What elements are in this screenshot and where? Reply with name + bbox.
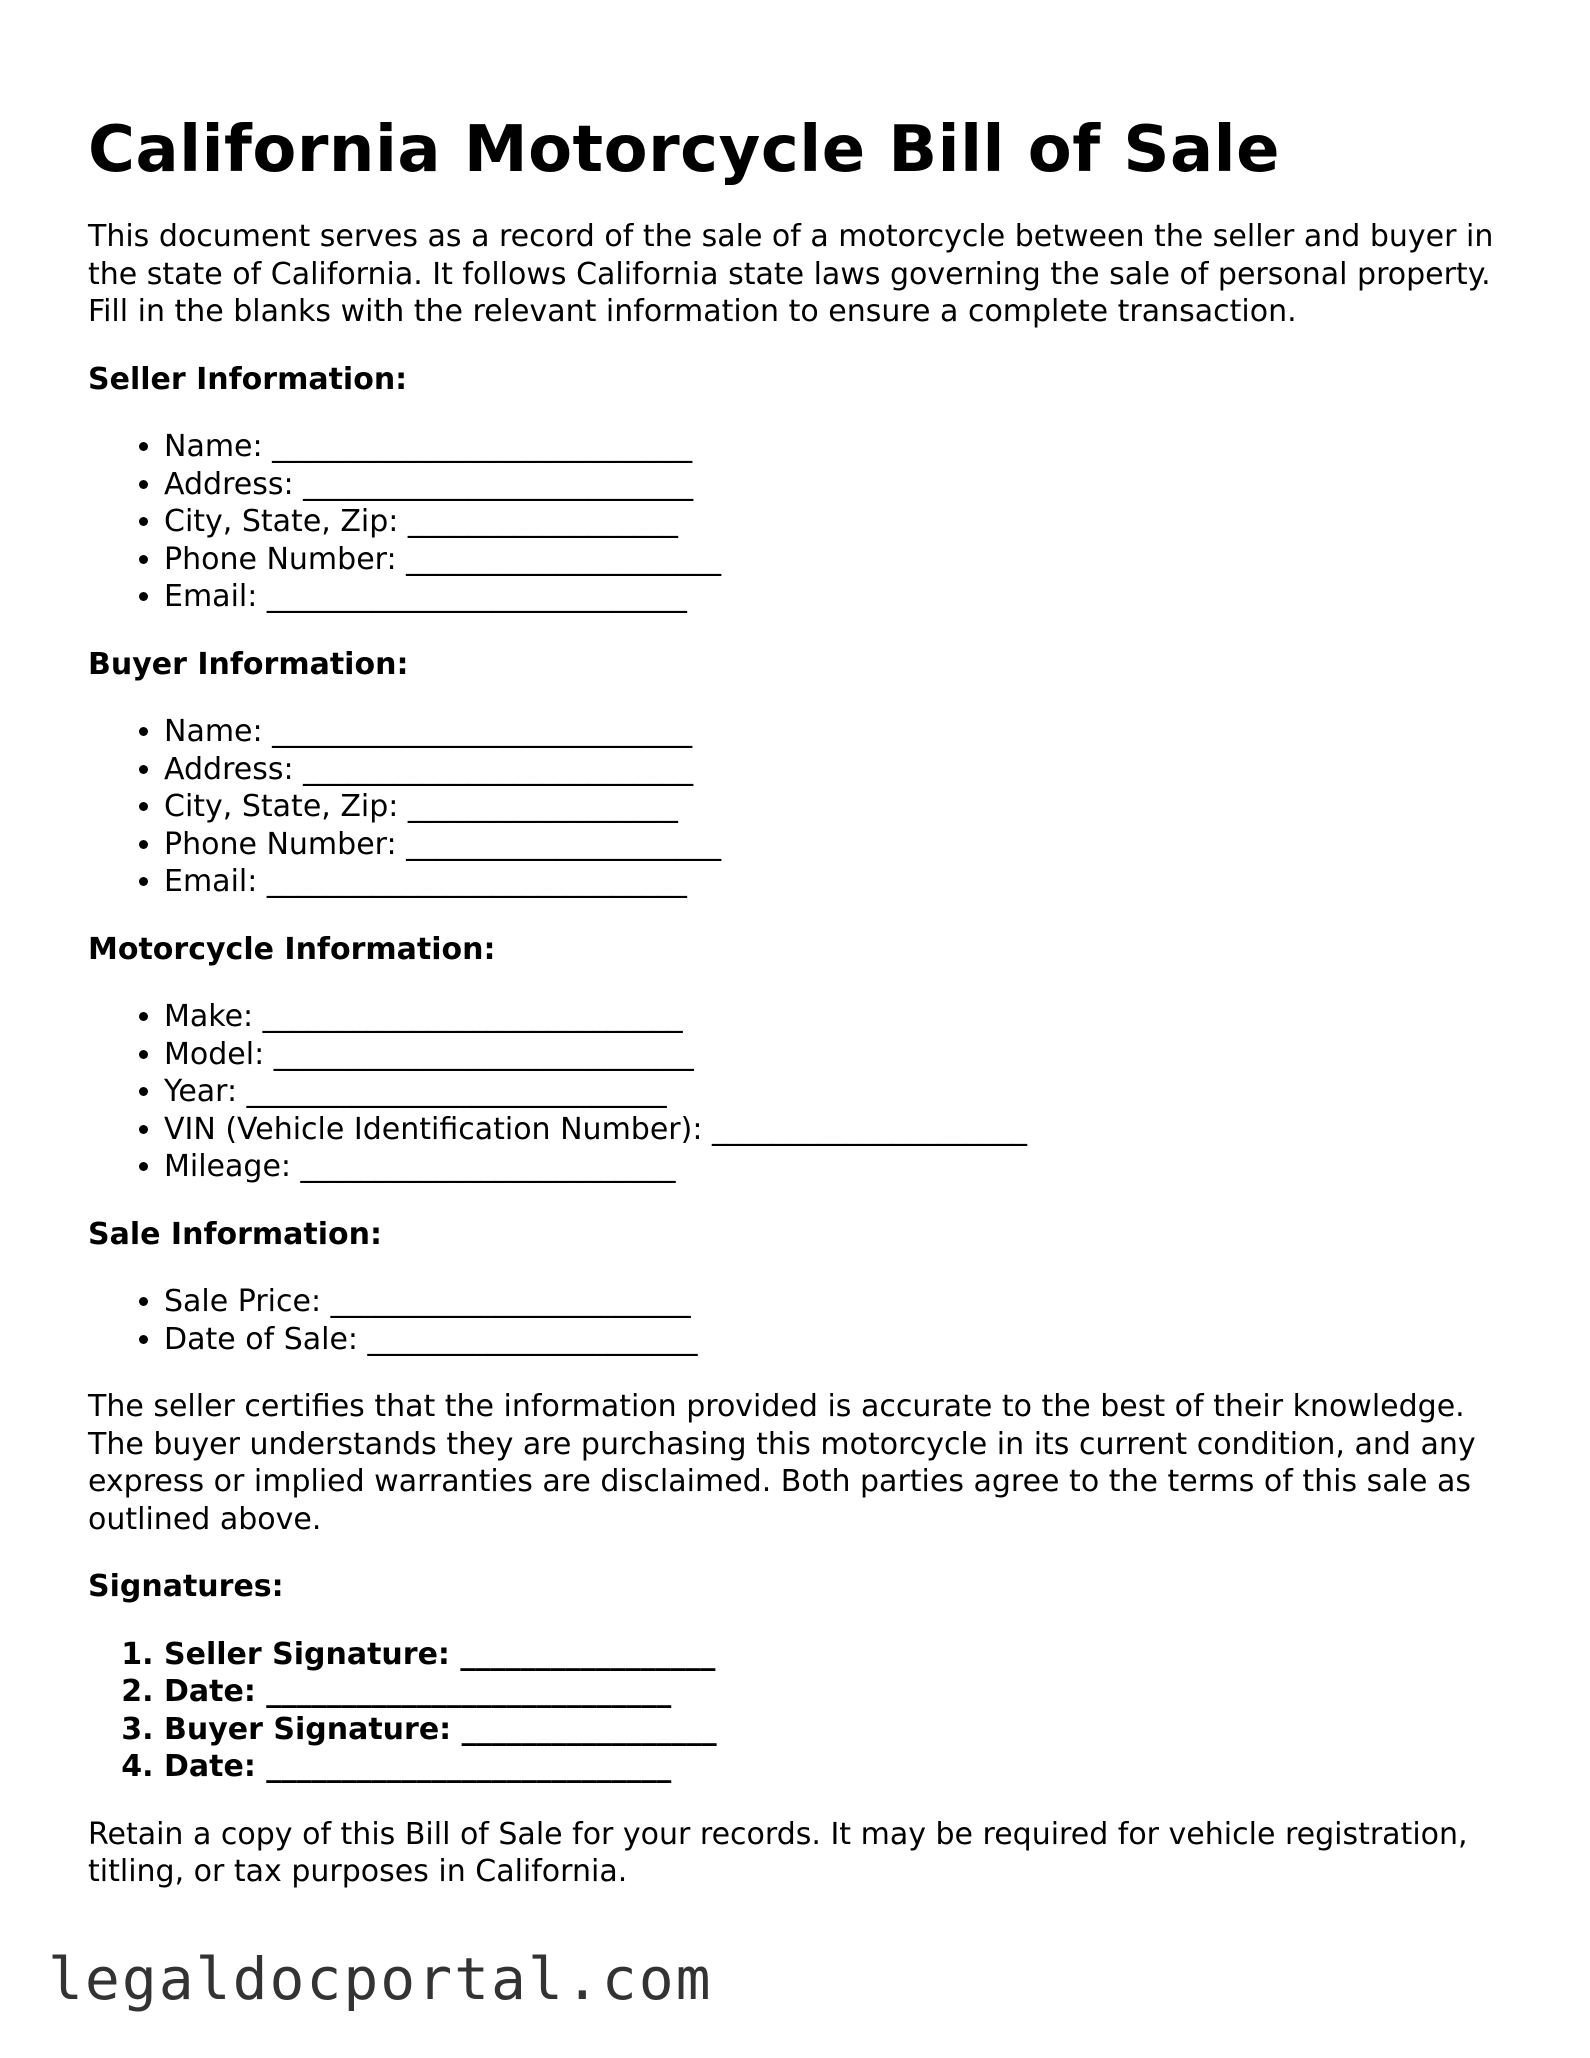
buyer-email-field[interactable]: • Email: ____________________________ [164, 863, 1518, 901]
page-title: California Motorcycle Bill of Sale [88, 113, 1280, 187]
seller-info-list [88, 428, 1518, 616]
seller-address-field[interactable]: • Address: __________________________ [164, 466, 1518, 504]
seller-city-state-zip-field[interactable]: • City, State, Zip: __________________ [164, 503, 1518, 541]
signatures-list [88, 1636, 1518, 1786]
seller-signature-date-field[interactable]: 2. Date: ___________________________ [164, 1673, 1518, 1711]
buyer-address-field[interactable]: • Address: __________________________ [164, 751, 1518, 789]
retain-note: Retain a copy of this Bill of Sale for your records. It may be required for vehicle registration, titling, or tax purposes in California. [88, 1816, 1468, 1889]
watermark: legaldocportal.com [48, 1945, 713, 2013]
buyer-section-heading: Buyer Information: [88, 646, 409, 682]
buyer-city-state-zip-field[interactable]: • City, State, Zip: __________________ [164, 788, 1518, 826]
certification-paragraph: The seller certifies that the information provided is accurate to the best of their knowledge. The buyer understands they are purchasing this motorcycle in its current condition, and any express or implied warranties are disclaimed. Both parties agree to the terms of this sale as outlined above. [88, 1389, 1476, 1537]
intro-paragraph: This document serves as a record of the sale of a motorcycle between the seller and buyer in the state of California. It follows California state laws governing the sale of personal property. Fill in the blanks with the relevant information to ensure a complete transaction. [88, 219, 1494, 329]
motorcycle-year-field[interactable]: • Year: ____________________________ [164, 1073, 1518, 1111]
buyer-info-list [88, 713, 1518, 901]
buyer-phone-field[interactable]: • Phone Number: _____________________ [164, 826, 1518, 864]
sale-price-field[interactable]: • Sale Price: ________________________ [164, 1283, 1518, 1321]
signatures-section-heading: Signatures: [88, 1569, 284, 1604]
seller-phone-field[interactable]: • Phone Number: _____________________ [164, 541, 1518, 579]
motorcycle-make-field[interactable]: • Make: ____________________________ [164, 998, 1518, 1036]
motorcycle-vin-field[interactable]: • VIN (Vehicle Identification Number): _____________________ [164, 1111, 1518, 1149]
motorcycle-section-heading: Motorcycle Information: [88, 931, 496, 967]
motorcycle-info-list [88, 998, 1518, 1186]
seller-section-heading: Seller Information: [88, 361, 408, 397]
buyer-name-field[interactable]: • Name: ____________________________ [164, 713, 1518, 751]
document-page [88, 108, 1518, 1891]
seller-email-field[interactable]: • Email: ____________________________ [164, 578, 1518, 616]
sale-info-list [88, 1283, 1518, 1358]
sale-section-heading: Sale Information: [88, 1216, 382, 1252]
buyer-signature-date-field[interactable]: 4. Date: ___________________________ [164, 1748, 1518, 1786]
motorcycle-mileage-field[interactable]: • Mileage: _________________________ [164, 1148, 1518, 1186]
seller-signature-field[interactable]: 1. Seller Signature: _________________ [164, 1636, 1518, 1674]
seller-name-field[interactable]: • Name: ____________________________ [164, 428, 1518, 466]
buyer-signature-field[interactable]: 3. Buyer Signature: _________________ [164, 1711, 1518, 1749]
sale-date-field[interactable]: • Date of Sale: ______________________ [164, 1321, 1518, 1359]
motorcycle-model-field[interactable]: • Model: ____________________________ [164, 1036, 1518, 1074]
